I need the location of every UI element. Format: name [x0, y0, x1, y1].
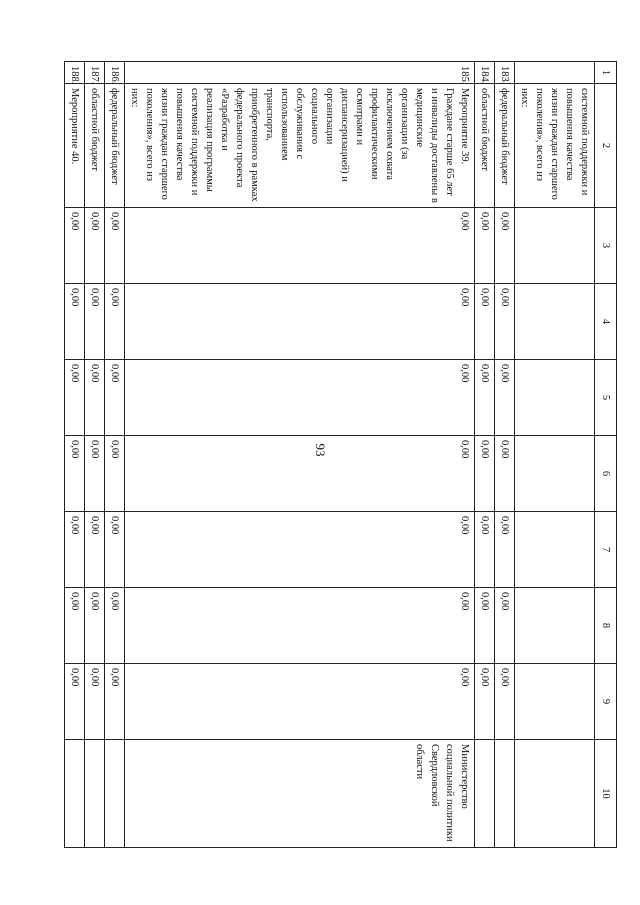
row-value	[515, 436, 595, 512]
row-value: 0,00	[85, 284, 105, 360]
row-name: Мероприятие 40.	[65, 84, 85, 208]
row-value: 0,00	[85, 360, 105, 436]
row-value: 0,00	[475, 588, 495, 664]
row-value: 0,00	[105, 208, 125, 284]
row-number: 187.	[85, 62, 105, 84]
row-value: 0,00	[475, 208, 495, 284]
page-number: 93	[313, 443, 328, 457]
column-header: 1	[595, 62, 617, 84]
row-responsible	[515, 740, 595, 848]
row-value: 0,00	[495, 436, 515, 512]
row-responsible	[495, 740, 515, 848]
row-value: 0,00	[125, 284, 475, 360]
row-value: 0,00	[475, 664, 495, 740]
row-value: 0,00	[495, 360, 515, 436]
row-value: 0,00	[125, 588, 475, 664]
row-value: 0,00	[105, 284, 125, 360]
row-value: 0,00	[85, 664, 105, 740]
row-number	[515, 62, 595, 84]
column-header: 5	[595, 360, 617, 436]
row-value: 0,00	[125, 436, 475, 512]
column-header: 9	[595, 664, 617, 740]
row-value: 0,00	[495, 588, 515, 664]
row-value: 0,00	[125, 360, 475, 436]
row-number: 188.	[65, 62, 85, 84]
row-value: 0,00	[475, 436, 495, 512]
row-value: 0,00	[105, 360, 125, 436]
row-value: 0,00	[105, 436, 125, 512]
row-name: федеральный бюджет	[105, 84, 125, 208]
row-name: областной бюджет	[85, 84, 105, 208]
row-value: 0,00	[475, 284, 495, 360]
row-value	[515, 360, 595, 436]
row-responsible: Министерство социальной политики Свердловской области	[125, 740, 475, 848]
row-responsible	[475, 740, 495, 848]
row-value: 0,00	[85, 588, 105, 664]
row-value: 0,00	[125, 512, 475, 588]
row-value	[515, 664, 595, 740]
row-value: 0,00	[85, 208, 105, 284]
column-header: 2	[595, 84, 617, 208]
column-header: 7	[595, 512, 617, 588]
row-name: Мероприятие 39. Граждане старше 65 лет и инвалиды доставлены в медицинские организации (за исключением охвата профилактическими осмотрами и диспансеризацией) и организации социального обслуживания с использованием транспорта, приобретенного в рамках федерального проекта «Разработка и реализация программы системной поддержки и повышения качества жизни граждан старшего поколения», всего из них:	[125, 84, 475, 208]
row-responsible	[85, 740, 105, 848]
row-value: 0,00	[105, 512, 125, 588]
row-name: системной поддержки и повышения качества жизни граждан старшего поколения», всего из них:	[515, 84, 595, 208]
row-number: 184.	[475, 62, 495, 84]
column-header: 8	[595, 588, 617, 664]
row-number: 183.	[495, 62, 515, 84]
table-row	[65, 62, 85, 848]
table-row	[105, 62, 125, 848]
table-row	[125, 62, 475, 848]
row-value	[515, 512, 595, 588]
row-name: областной бюджет	[475, 84, 495, 208]
column-header: 10	[595, 740, 617, 848]
row-value: 0,00	[85, 512, 105, 588]
column-header: 6	[595, 436, 617, 512]
table-row	[85, 62, 105, 848]
row-value: 0,00	[495, 512, 515, 588]
row-value: 0,00	[65, 436, 85, 512]
row-responsible	[65, 740, 85, 848]
row-value: 0,00	[105, 588, 125, 664]
row-value	[515, 588, 595, 664]
table-row	[495, 62, 515, 848]
row-value: 0,00	[125, 664, 475, 740]
row-responsible	[105, 740, 125, 848]
row-value: 0,00	[105, 664, 125, 740]
table-row	[515, 62, 595, 848]
row-value: 0,00	[65, 512, 85, 588]
column-header: 4	[595, 284, 617, 360]
row-value	[515, 284, 595, 360]
row-number: 186.	[105, 62, 125, 84]
row-value: 0,00	[495, 664, 515, 740]
row-value: 0,00	[495, 208, 515, 284]
row-value: 0,00	[85, 436, 105, 512]
row-value: 0,00	[475, 512, 495, 588]
row-value: 0,00	[65, 208, 85, 284]
column-number-row	[595, 62, 617, 848]
row-value: 0,00	[475, 360, 495, 436]
row-value	[515, 208, 595, 284]
table-row	[475, 62, 495, 848]
budget-table	[64, 61, 617, 848]
row-value: 0,00	[65, 284, 85, 360]
row-name: федеральный бюджет	[495, 84, 515, 208]
row-value: 0,00	[495, 284, 515, 360]
row-value: 0,00	[65, 588, 85, 664]
row-value: 0,00	[65, 664, 85, 740]
column-header: 3	[595, 208, 617, 284]
row-value: 0,00	[125, 208, 475, 284]
row-number: 185.	[125, 62, 475, 84]
row-value: 0,00	[65, 360, 85, 436]
